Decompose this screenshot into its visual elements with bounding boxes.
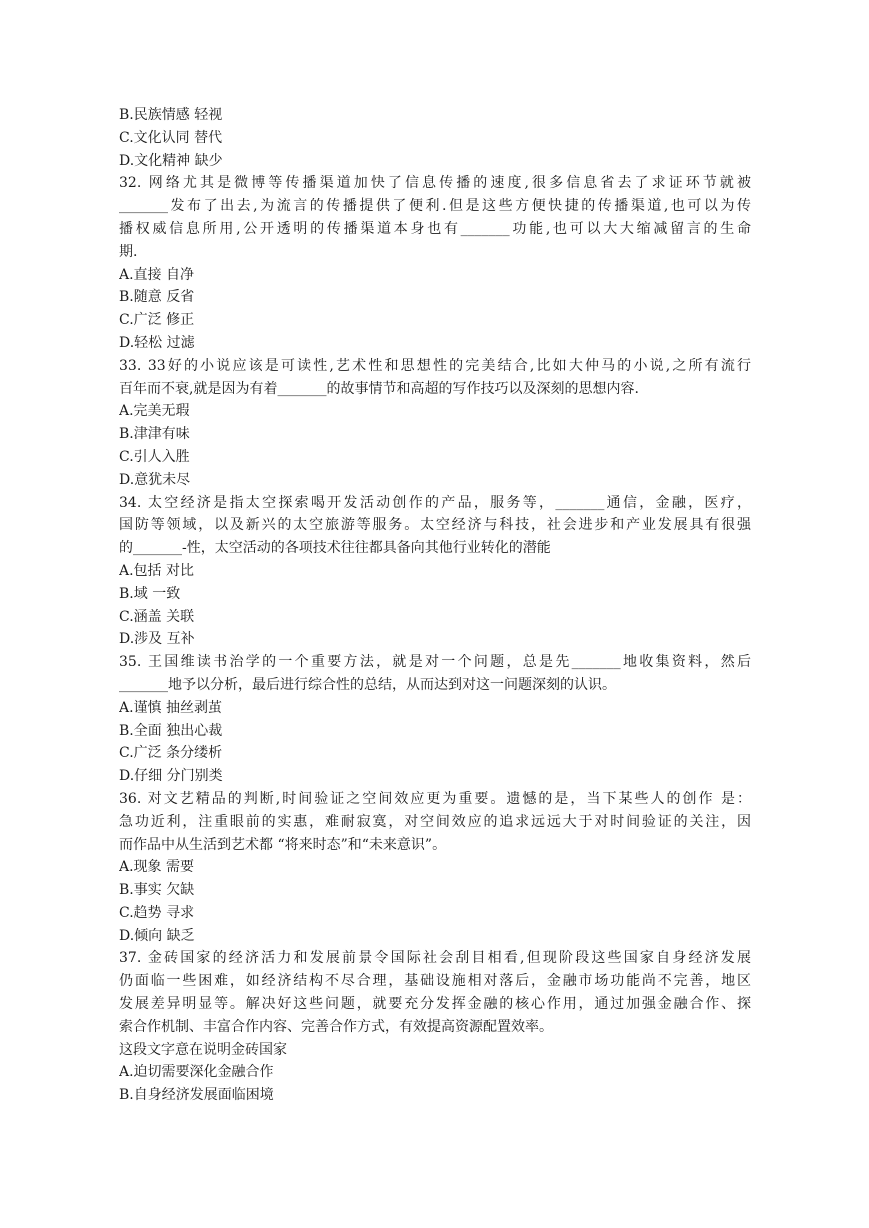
question-text-line: _______地予以分析，最后进行综合性的总结，从而达到对这一问题深刻的认识。 [119, 676, 616, 693]
option-b: B.自身经济发展面临困境 [119, 1087, 274, 1104]
option-c: C.引人入胜 [119, 448, 190, 465]
question-text-line: 34. 太空经济是指太空探索喝开发活动创作的产品，服务等，_______通信，金融，医疗， [119, 494, 751, 511]
option-b: B.域 一致 [119, 585, 181, 602]
option-c: C.涵盖 关联 [119, 608, 195, 625]
question-35 [119, 651, 751, 788]
option-c: C.趋势 寻求 [119, 904, 195, 921]
option-d: D.轻松 过滤 [119, 334, 195, 351]
question-text-line: 发展差异明显等。解决好这些问题，就要充分发挥金融的核心作用，通过加强金融合作、探 [119, 996, 751, 1013]
option-d: D.仔细 分门别类 [119, 768, 223, 785]
option-c: C.文化认同 替代 [119, 129, 223, 146]
question-text-line: 33. 33好的小说应该是可读性,艺术性和思想性的完美结合,比如大仲马的小说,之所有流行 [119, 357, 751, 374]
question-text-line: 仍面临一些困难，如经济结构不尽合理，基础设施相对落后，金融市场功能尚不完善，地区 [119, 973, 751, 990]
question-prompt: 这段文字意在说明金砖国家 [119, 1041, 287, 1058]
question-text-line: 而作品中从生活到艺术都 “将来时态”和“未来意识”。 [119, 836, 447, 853]
option-b: B.随意 反省 [119, 289, 195, 306]
question-text-line: 急功近利，注重眼前的实惠，难耐寂寞，对空间效应的追求远远大于对时间验证的关注，因 [119, 813, 751, 830]
option-b: B.事实 欠缺 [119, 882, 195, 899]
option-b: B.津津有味 [119, 426, 190, 443]
question-34 [119, 492, 751, 652]
question-37 [119, 947, 751, 1107]
option-a: A.直接 自净 [119, 266, 195, 283]
question-text-line: 的_______-性，太空活动的各项技术往往都具备向其他行业转化的潜能 [119, 540, 551, 557]
option-a: A.迫切需要深化金融合作 [119, 1064, 274, 1081]
option-a: A.现象 需要 [119, 859, 195, 876]
option-d: D.倾向 缺乏 [119, 927, 195, 944]
option-c: C.广泛 修正 [119, 312, 195, 329]
question-text-line: 32. 网络尤其是微博等传播渠道加快了信息传播的速度,很多信息省去了求证环节就被 [119, 175, 751, 192]
option-a: A.谨慎 抽丝剥茧 [119, 699, 223, 716]
question-text-line: 索合作机制、丰富合作内容、完善合作方式，有效提高资源配置效率。 [119, 1018, 553, 1035]
question-32 [119, 172, 751, 354]
question-text-line: 35. 王国维读书治学的一个重要方法，就是对一个问题，总是先_______地收集资料，然后 [119, 654, 751, 671]
question-text-line: 37. 金砖国家的经济活力和发展前景令国际社会刮目相看,但现阶段这些国家自身经济发展 [119, 950, 751, 967]
document-page [119, 104, 751, 1107]
option-d: D.涉及 互补 [119, 631, 195, 648]
question-text-line: 百年而不衰,就是因为有着_______的故事情节和高超的写作技巧以及深刻的思想内容. [119, 380, 639, 397]
option-b: B.全面 独出心裁 [119, 722, 223, 739]
option-d: D.意犹未尽 [119, 471, 191, 488]
question-text-line: 国防等领域，以及新兴的太空旅游等服务。太空经济与科技，社会进步和产业发展具有很强 [119, 517, 751, 534]
option-a: A.包括 对比 [119, 562, 195, 579]
question-36 [119, 788, 751, 948]
question-33 [119, 355, 751, 492]
option-a: A.完美无瑕 [119, 403, 190, 420]
question-text-line: 36. 对文艺精品的判断,时间验证之空间效应更为重要。遗憾的是，当下某些人的创作 是： [119, 790, 751, 807]
option-b: B.民族情感 轻视 [119, 107, 223, 123]
question-text-line: _______发布了出去,为流言的传播提供了便利.但是这些方便快捷的传播渠道,也可以为传 [119, 198, 751, 215]
option-c: C.广泛 条分缕析 [119, 745, 223, 762]
option-d: D.文化精神 缺少 [119, 152, 223, 169]
top-options [119, 104, 751, 172]
question-text-line: 期. [119, 243, 138, 260]
question-text-line: 播权威信息所用,公开透明的传播渠道本身也有_______功能,也可以大大缩减留言的生命 [119, 220, 751, 237]
